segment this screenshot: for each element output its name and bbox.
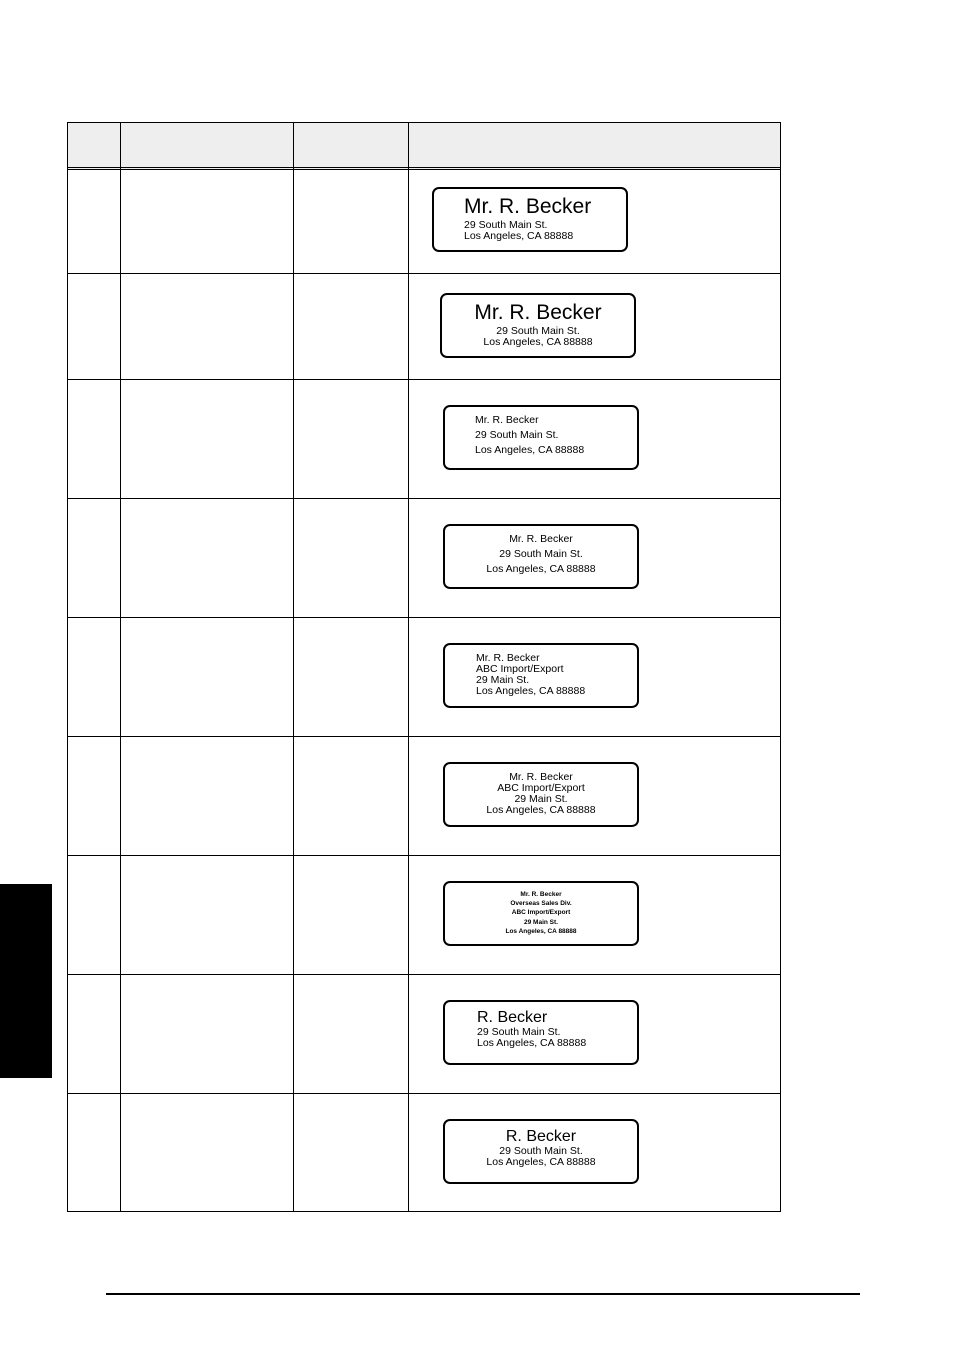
label-sample-6: [443, 762, 639, 827]
footer-rule: [106, 1293, 860, 1295]
label-line: R. Becker: [505, 1128, 577, 1145]
column-divider: [120, 123, 121, 1211]
row-divider: [68, 498, 780, 499]
row-divider: [68, 617, 780, 618]
row-divider: [68, 273, 780, 274]
table-header: [68, 123, 780, 170]
label-sample-8: [443, 1000, 639, 1065]
label-line: 29 Main St.: [476, 674, 530, 687]
label-line: ABC Import/Export: [511, 909, 571, 917]
label-line: R. Becker: [477, 1009, 548, 1026]
label-line: Los Angeles, CA 88888: [486, 804, 596, 817]
label-line: 29 South Main St.: [496, 325, 580, 338]
label-line: Los Angeles, CA 88888: [483, 336, 593, 349]
chapter-side-tab: [0, 884, 52, 1078]
label-sample-3: [443, 405, 639, 470]
label-line: Mr. R. Becker: [475, 414, 539, 426]
label-line: 29 South Main St.: [499, 548, 583, 561]
row-divider: [68, 1093, 780, 1094]
label-line: ABC Import/Export: [497, 782, 585, 795]
label-sample-5: [443, 643, 639, 708]
label-line: Los Angeles, CA 88888: [486, 563, 596, 576]
label-line: Mr. R. Becker: [476, 652, 540, 664]
label-sample-1: [432, 187, 628, 252]
label-line: Los Angeles, CA 88888: [476, 685, 586, 698]
label-line: Overseas Sales Div.: [510, 900, 572, 908]
label-line: 29 South Main St.: [464, 219, 548, 232]
label-sample-4: [443, 524, 639, 589]
label-sample-7: [443, 881, 639, 946]
label-line: Los Angeles, CA 88888: [477, 1036, 587, 1049]
label-line: ABC Import/Export: [476, 663, 564, 676]
label-line: Mr. R. Becker: [509, 771, 573, 783]
label-line: 29 South Main St.: [475, 429, 559, 442]
row-divider: [68, 379, 780, 380]
label-sample-2: [440, 293, 636, 358]
label-line: 29 South Main St.: [477, 1025, 561, 1038]
label-line: Mr. R. Becker: [509, 533, 573, 545]
row-divider: [68, 855, 780, 856]
label-line: 29 Main St.: [524, 918, 558, 926]
label-layout-table: [67, 122, 781, 1212]
label-line: Mr. R. Becker: [474, 301, 602, 324]
label-line: 29 Main St.: [514, 793, 568, 806]
label-sample-9: [443, 1119, 639, 1184]
column-divider: [293, 123, 294, 1211]
label-line: Los Angeles, CA 88888: [486, 1155, 596, 1168]
row-divider: [68, 736, 780, 737]
column-divider: [408, 123, 409, 1211]
label-line: Mr. R. Becker: [464, 195, 592, 218]
label-line: 29 South Main St.: [499, 1144, 583, 1157]
label-line: Los Angeles, CA 88888: [475, 444, 585, 457]
label-line: Mr. R. Becker: [520, 891, 562, 898]
row-divider: [68, 974, 780, 975]
label-line: Los Angeles, CA 88888: [464, 230, 574, 243]
label-line: Los Angeles, CA 88888: [505, 927, 577, 935]
